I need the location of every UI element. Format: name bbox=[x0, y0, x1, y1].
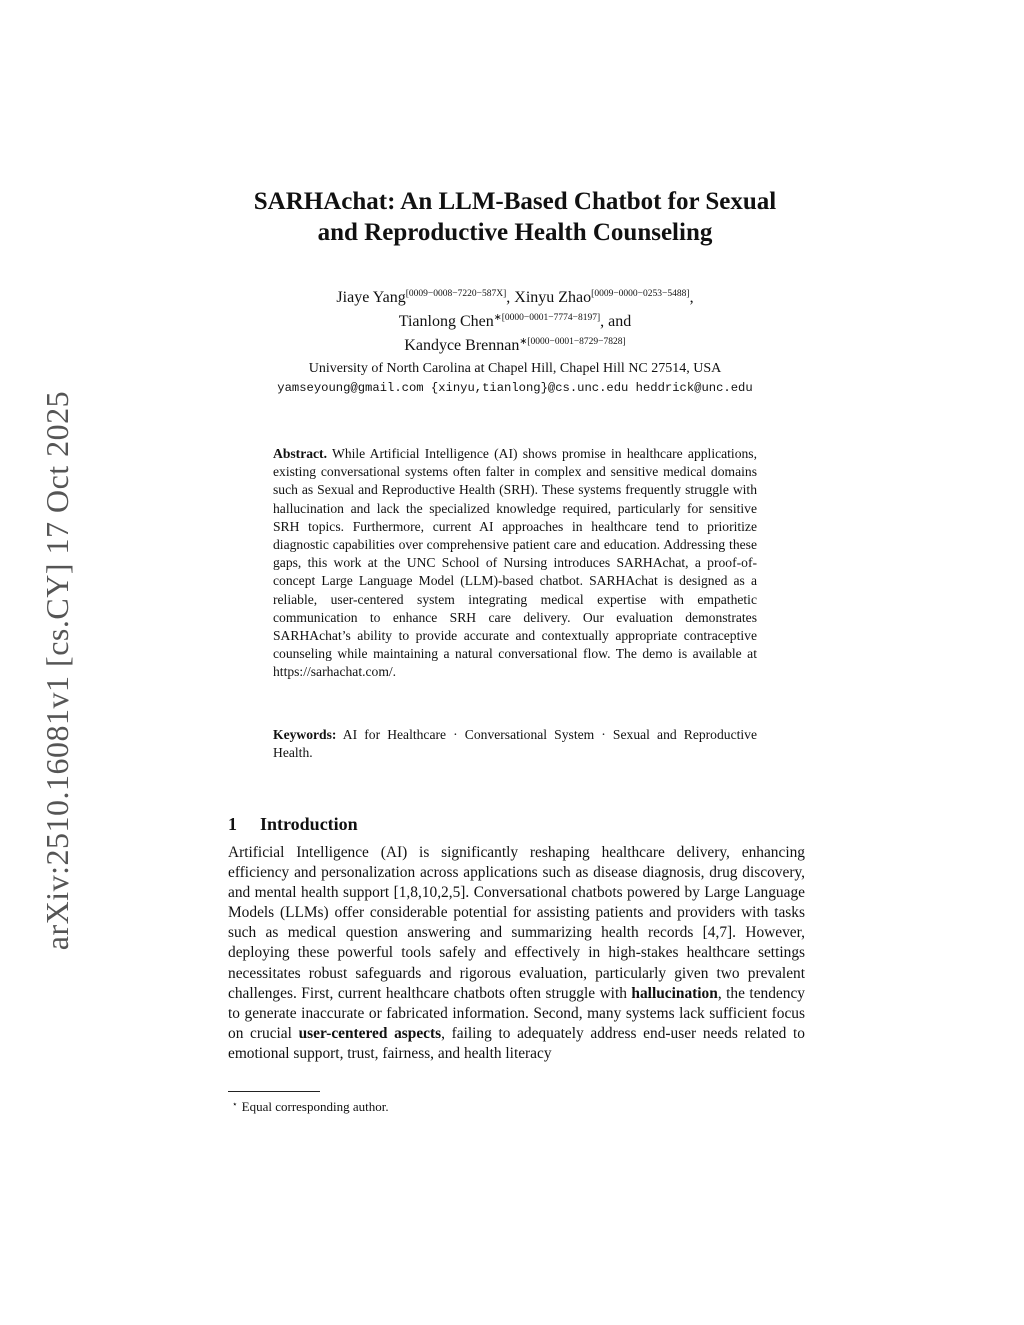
title-line-2: and Reproductive Health Counseling bbox=[317, 219, 713, 246]
author-line-2 bbox=[200, 308, 830, 332]
author-name: Xinyu Zhao bbox=[514, 289, 592, 306]
footnote-rule bbox=[228, 1091, 320, 1092]
author-line-3 bbox=[200, 332, 830, 356]
author-separator: , bbox=[506, 289, 515, 306]
author-emails: yamseyoung@gmail.com {xinyu,tianlong}@cs.unc.edu heddrick@unc.edu bbox=[277, 381, 753, 395]
arxiv-stamp-text: arXiv:2510.16081v1 [cs.CY] 17 Oct 2025 bbox=[39, 390, 76, 950]
keywords-text: AI for Healthcare · Conversational System · Sexual and Reproductive Health. bbox=[273, 727, 757, 761]
author-separator: , bbox=[689, 289, 694, 306]
introduction-paragraph bbox=[228, 843, 805, 1064]
author-list bbox=[200, 284, 830, 356]
author-orcid: ∗[0000−0001−8729−7828] bbox=[519, 337, 626, 347]
abstract-text: While Artificial Intelligence (AI) shows promise in healthcare applications, existing conversational systems often falter in complex and sensitive medical domains such as Sexual and Reproductive Health (SRH). These systems frequently struggle with hallucination and lack the specialized knowledge required, particularly for sensitive SRH topics. Furthermore, current AI approaches in healthcare tend to prioritize diagnostic capabilities over comprehensive patient care and education. Addressing these gaps, this work at the UNC School of Nursing introduces SARHAchat, a proof-of-concept Large Language Model (LLM)-based chatbot. SARHAchat is designed as a reliable, user-centered system integrating medical expertise with empathetic communication to enhance SRH care delivery. Our evaluation demonstrates SARHAchat’s ability to provide accurate and contextually appropriate contraceptive counseling while maintaining a natural conversational flow. The demo is available at https://sarhachat.com/. bbox=[273, 446, 757, 680]
footnote bbox=[232, 1096, 792, 1115]
affiliation: University of North Carolina at Chapel Hill, Chapel Hill NC 27514, USA bbox=[308, 361, 722, 376]
intro-bold-user-centered: user-centered aspects bbox=[298, 1024, 442, 1042]
author-orcid: ∗[0000−0001−7774−8197] bbox=[493, 313, 601, 323]
author-orcid: [0009−0000−0253−5488] bbox=[591, 289, 690, 299]
author-name: Tianlong Chen bbox=[398, 313, 494, 330]
title-line-1: SARHAchat: An LLM-Based Chatbot for Sexual bbox=[253, 188, 777, 215]
footnote-mark: ⋆ bbox=[232, 1099, 238, 1109]
abstract bbox=[273, 445, 757, 682]
intro-text-2: , the tendency to generate inaccurate or fabricated information. Second, many systems lack sufficient focus on crucial bbox=[228, 984, 805, 1042]
keywords-label: Keywords: bbox=[273, 727, 337, 742]
author-name: Kandyce Brennan bbox=[404, 337, 520, 354]
author-line-1 bbox=[200, 284, 830, 308]
section-title: Introduction bbox=[260, 814, 358, 834]
author-name: Jiaye Yang bbox=[336, 289, 406, 306]
abstract-label: Abstract. bbox=[273, 446, 327, 461]
keywords bbox=[273, 726, 757, 762]
intro-text-3: , failing to adequately address end-user needs related to emotional support, trust, fairness, and health literacy bbox=[228, 1024, 805, 1062]
author-separator: , and bbox=[600, 313, 632, 330]
intro-text-1: Artificial Intelligence (AI) is significantly reshaping healthcare delivery, enhancing efficiency and personalization across applications such as disease diagnosis, drug discovery, and mental health support [1,8,10,2,5]. Conversational chatbots powered by Large Language Models (LLMs) offer considerable potential for assisting patients and providers with tasks such as medical question answering and summarizing health records [4,7]. However, deploying these powerful tools safely and effectively in high-stakes healthcare settings necessitates robust safeguards and rigorous evaluation, particularly given two prevalent challenges. First, current healthcare chatbots often struggle with bbox=[228, 844, 805, 1002]
arxiv-stamp bbox=[38, 390, 78, 950]
footnote-text: Equal corresponding author. bbox=[241, 1099, 389, 1114]
author-orcid: [0009−0008−7220−587X] bbox=[405, 289, 507, 299]
section-number: 1 bbox=[228, 814, 237, 834]
paper-title bbox=[180, 186, 850, 248]
intro-bold-hallucination: hallucination bbox=[631, 984, 718, 1002]
section-heading bbox=[228, 812, 808, 836]
